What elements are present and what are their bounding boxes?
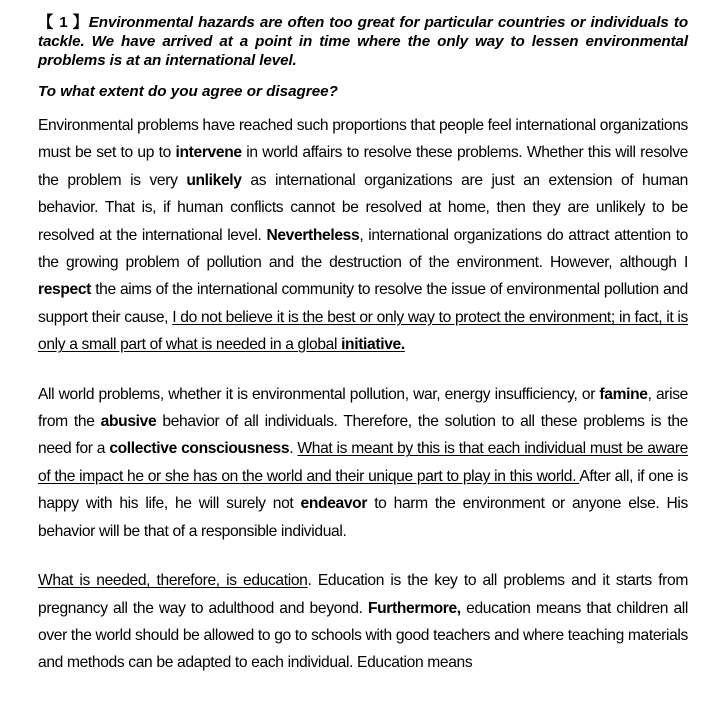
text-run: , international organizations do attract attention to the growing problem of pollution and the destruction of the environment. However, although I [38,226,689,272]
bold-term: endeavor [300,495,368,513]
bold-term: abusive [100,413,157,431]
text-run: , arise from the [38,385,688,431]
text-run: education means that children all over the world should be allowed to go to schools with good teachers and where teaching materials and methods can be adapted to each individual. Education means [38,599,688,672]
text-run: . [289,440,298,458]
text-run: the aims of the international community to resolve the issue of environmental pollution and support their cause, [38,281,688,326]
text-run: All world problems, whether it is environmental pollution, war, energy insufficiency, or [38,385,600,403]
text-run: Environmental problems have reached such proportions that people feel international organizations must be set to up to [38,117,688,162]
text-run: in world affairs to resolve these problems. Whether this will resolve the problem is very [38,144,688,189]
bold-term: Furthermore, [367,599,461,617]
document-page [38,13,688,677]
text-run: behavior of all individuals. Therefore, the solution to all these problems is the need for a [38,413,688,458]
text-run: After all, if one is happy with his life, he will surely not [38,467,688,513]
essay-paragraph-1 [38,112,688,359]
text-run: as international organizations are just an extension of human behavior. That is, if human conflicts cannot be resolved at home, then they are unlikely to be resolved at the international level. [38,171,688,244]
essay-paragraph-2 [38,381,688,545]
text-run: to harm the environment or anyone else. His behavior will be that of a responsible individual. [38,495,688,540]
bold-term: respect [38,281,92,299]
text-run: . [400,336,405,354]
bold-term: initiative [341,336,401,354]
text-run: . Education is the key to all problems and it starts from pregnancy all the way to adulthood and beyond. [38,572,688,617]
bold-term: famine [599,385,648,403]
bold-term: Nevertheless [266,226,360,244]
essay-prompt [38,13,688,70]
prompt-question: To what extent do you agree or disagree? [38,83,338,100]
essay-paragraph-3 [38,567,688,677]
bold-term: unlikely [186,171,242,189]
prompt-text: Environmental hazards are often too great for particular countries or individuals to tackle. We have arrived at a point in time where the only way to lessen environmental problems is at an international level. [38,14,688,69]
underlined-sentence: What is meant by this is that each individual must be aware of the impact he or she has on the world and their unique part to play in this world. [38,440,689,485]
prompt-number: 【 1 】 [38,14,89,31]
bold-term: collective consciousness [109,440,290,458]
bold-term: intervene [175,144,242,162]
underlined-sentence: What is needed, therefore, is education [38,572,308,590]
text-run: I do not believe it is the best or only way to protect the environment; in fact, it is only a small part of what is needed in a global [38,308,688,354]
